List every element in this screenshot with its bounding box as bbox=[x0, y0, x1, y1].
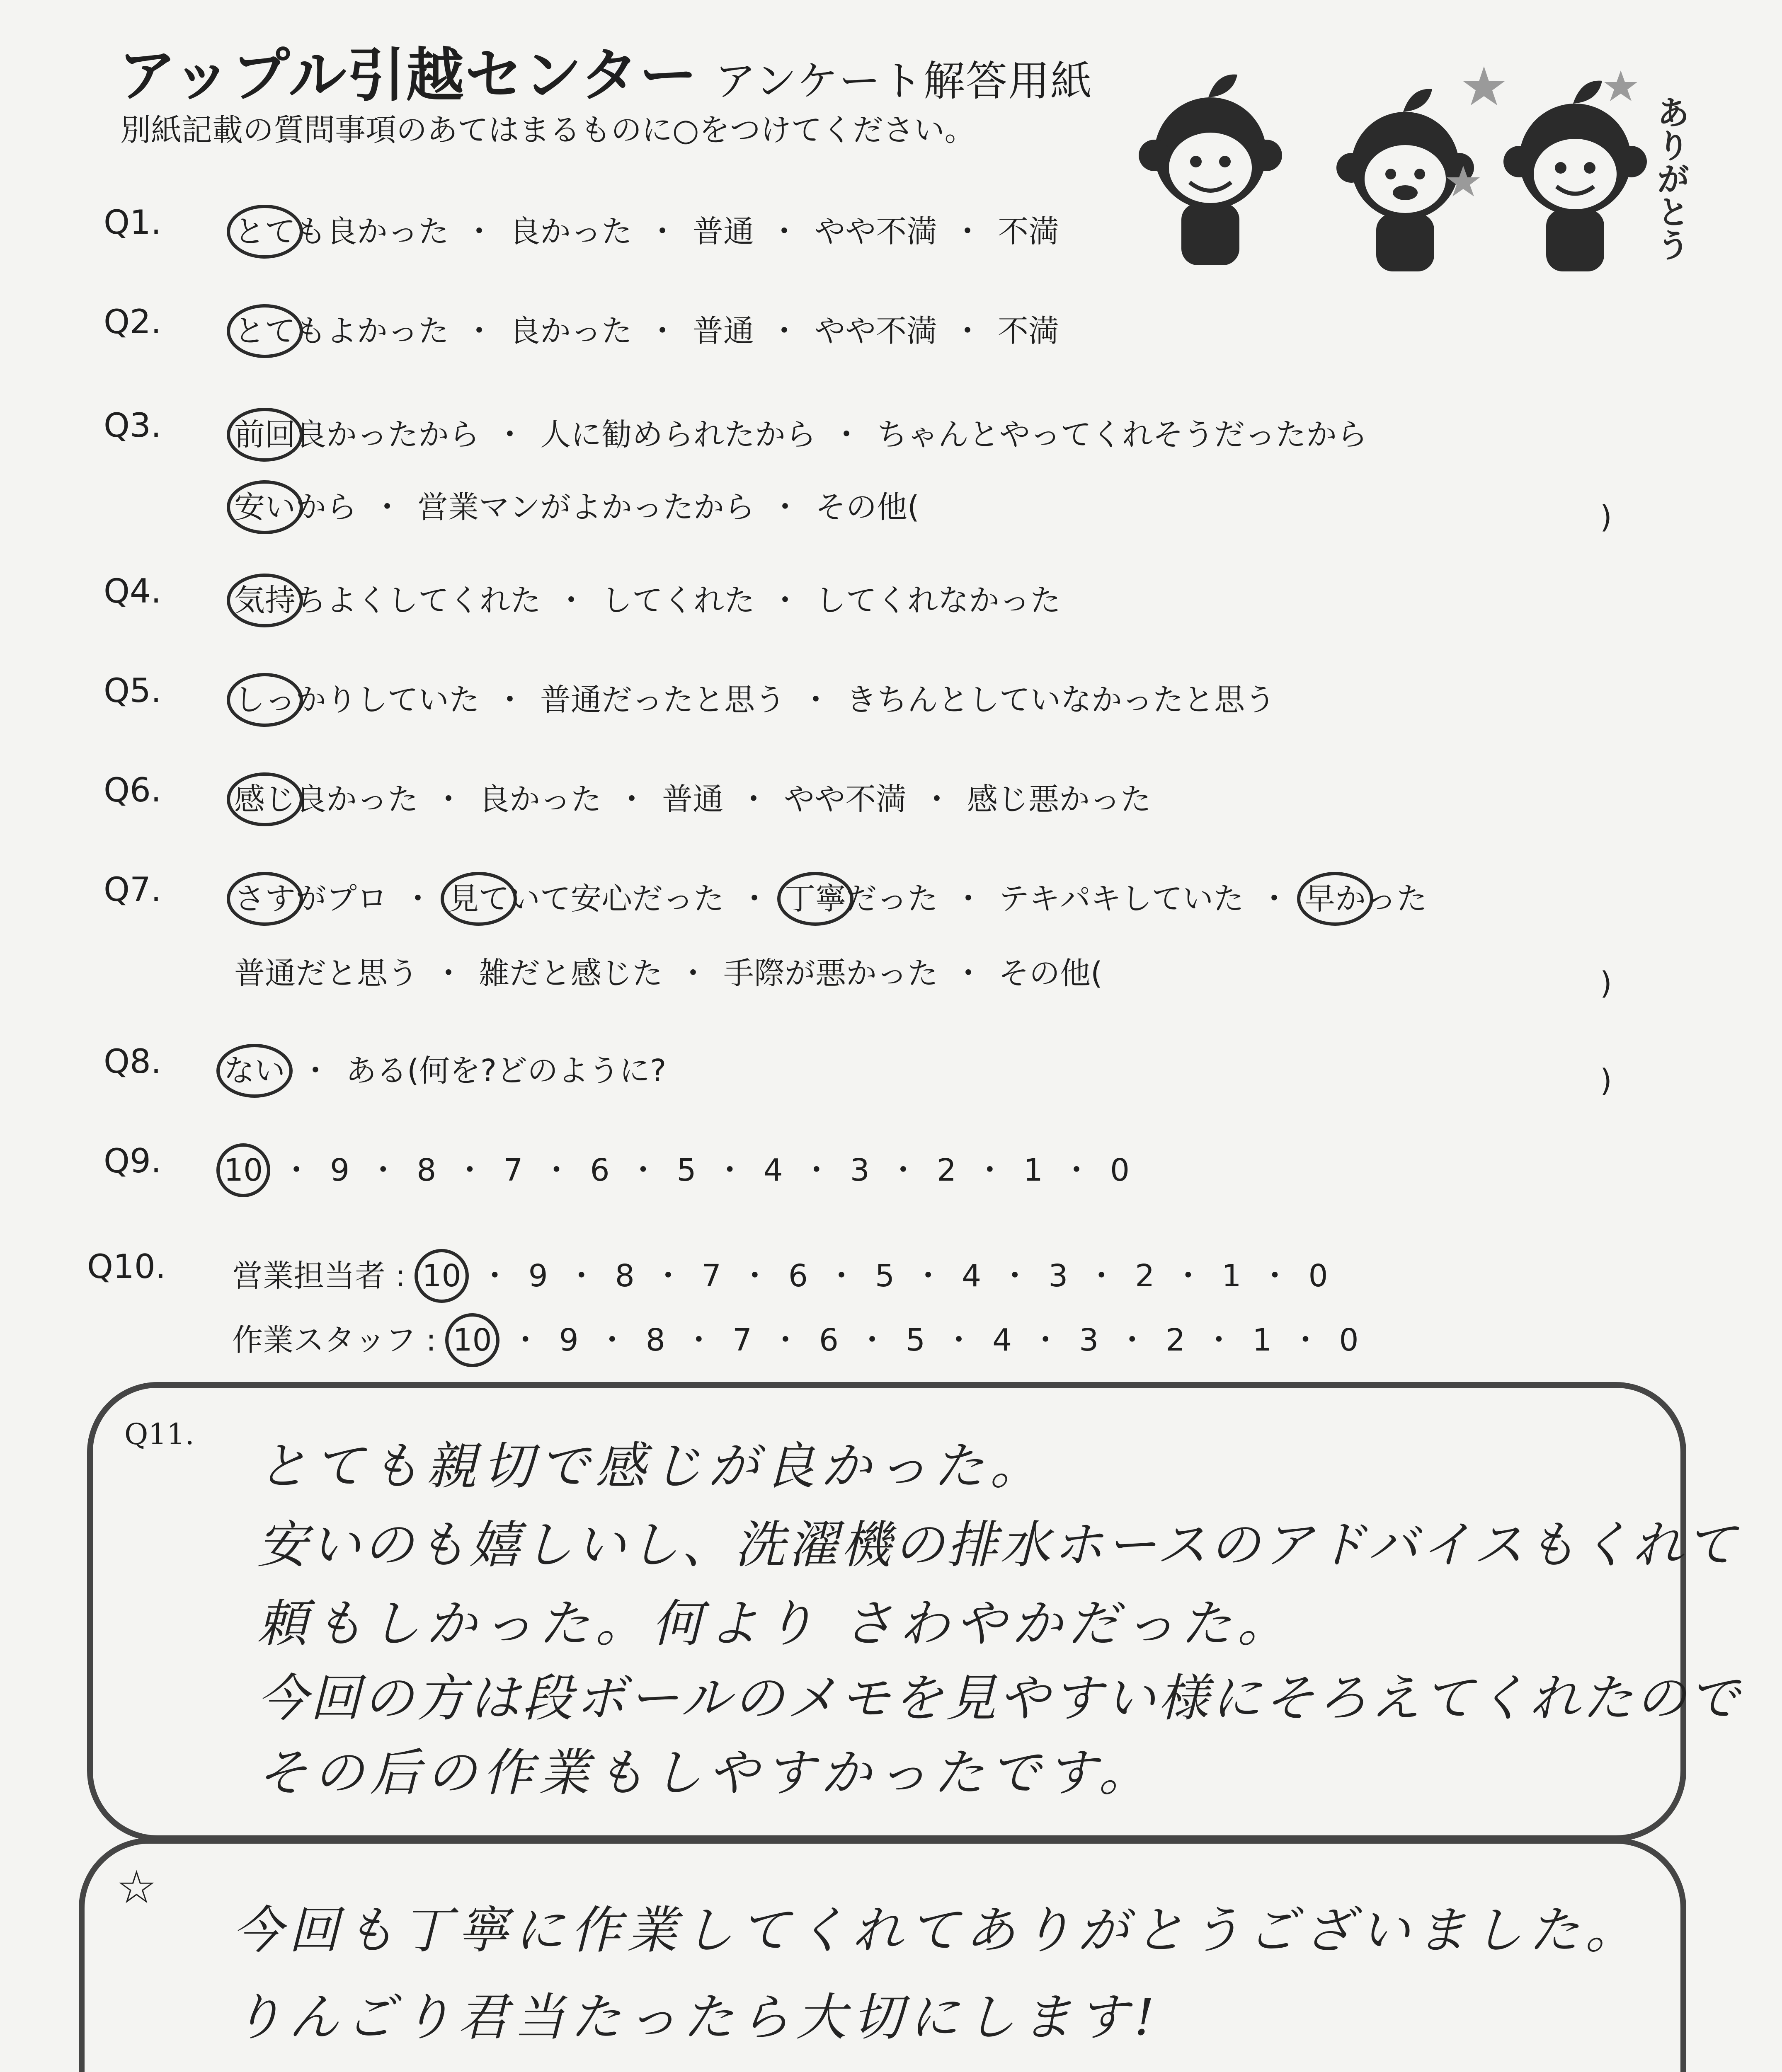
answer-option[interactable]: 2 bbox=[1135, 1258, 1155, 1294]
answer-option[interactable]: 6 bbox=[788, 1258, 808, 1294]
answer-option-selected[interactable] bbox=[422, 1258, 461, 1294]
form-subtitle: アンケート解答用紙 bbox=[715, 57, 1093, 105]
answer-option[interactable]: 感じ悪かった bbox=[967, 782, 1151, 817]
selected-option-circle[interactable]: 感じ bbox=[227, 772, 303, 826]
option-separator: ・ bbox=[921, 782, 952, 817]
option-separator: ・ bbox=[739, 881, 770, 917]
option-separator: ・ bbox=[652, 1258, 684, 1294]
answer-option[interactable]: 普通 bbox=[693, 313, 754, 349]
option-separator: ・ bbox=[510, 1322, 541, 1358]
answer-option[interactable]: 不満 bbox=[998, 313, 1059, 349]
answer-option[interactable]: きちんとしていなかったと思う bbox=[846, 682, 1275, 718]
answer-option-selected[interactable] bbox=[453, 1322, 492, 1358]
option-separator: ・ bbox=[479, 1258, 510, 1294]
option-separator: ・ bbox=[433, 782, 464, 817]
answer-option[interactable]: やや不満 bbox=[815, 313, 937, 349]
selected-option-circle[interactable]: 10 bbox=[415, 1249, 468, 1303]
answer-option[interactable]: 5 bbox=[906, 1322, 926, 1358]
option-separator: ・ bbox=[495, 417, 525, 453]
option-separator: ・ bbox=[300, 1053, 331, 1089]
question-options-row bbox=[234, 949, 1103, 993]
answer-option-selected[interactable]: さすがプロ bbox=[234, 874, 388, 918]
option-separator: ・ bbox=[1259, 881, 1290, 917]
mascot-illustration bbox=[1119, 58, 1720, 290]
option-separator: ・ bbox=[433, 956, 464, 991]
option-separator: ・ bbox=[801, 1152, 832, 1188]
answer-option[interactable]: 3 bbox=[1079, 1322, 1099, 1358]
answer-option[interactable]: ある(何を?どのように? bbox=[346, 1053, 667, 1089]
question-options-row bbox=[234, 207, 1059, 251]
question-label: Q10. bbox=[87, 1247, 166, 1286]
answer-option[interactable]: 普通 bbox=[693, 214, 754, 249]
answer-option-selected[interactable]: 早かった bbox=[1304, 874, 1427, 918]
option-separator: ・ bbox=[372, 489, 402, 525]
answer-option[interactable]: 良かった bbox=[509, 313, 632, 349]
question-options-row bbox=[234, 675, 1275, 719]
answer-option[interactable]: 9 bbox=[559, 1322, 579, 1358]
option-separator: ・ bbox=[596, 1322, 628, 1358]
option-separator: ・ bbox=[739, 1258, 770, 1294]
question-label: Q3. bbox=[104, 406, 162, 445]
question-label: Q8. bbox=[104, 1042, 162, 1081]
option-separator: ・ bbox=[628, 1152, 659, 1188]
answer-option-selected[interactable]: しっかりしていた bbox=[234, 675, 480, 719]
option-separator: ・ bbox=[454, 1152, 485, 1188]
option-separator: ・ bbox=[1173, 1258, 1204, 1294]
selected-option-circle[interactable]: しっ bbox=[227, 673, 303, 727]
answer-option[interactable]: 5 bbox=[676, 1152, 696, 1188]
option-separator: ・ bbox=[1061, 1152, 1092, 1188]
answer-option-selected[interactable]: 感じ良かった bbox=[234, 775, 418, 819]
answer-option[interactable]: 雑だと感じた bbox=[479, 956, 663, 991]
option-separator: ・ bbox=[769, 313, 800, 349]
answer-option[interactable]: その他( bbox=[815, 489, 919, 525]
question-label: Q1. bbox=[104, 203, 162, 242]
answer-option[interactable]: 7 bbox=[732, 1322, 752, 1358]
q11-line: その后の作業もしやすかったです。 bbox=[257, 1743, 1155, 1802]
answer-option[interactable]: 6 bbox=[590, 1152, 610, 1188]
answer-option[interactable]: 4 bbox=[992, 1322, 1012, 1358]
selected-option-circle[interactable]: 10 bbox=[445, 1313, 499, 1367]
option-separator: ・ bbox=[770, 1322, 801, 1358]
answer-option[interactable]: 普通だと思う bbox=[234, 956, 418, 991]
question-options-row bbox=[224, 1046, 666, 1090]
question-options-row bbox=[234, 775, 1151, 819]
answer-option[interactable]: 7 bbox=[701, 1258, 721, 1294]
option-separator: ・ bbox=[943, 1322, 975, 1358]
option-separator: ・ bbox=[887, 1152, 919, 1188]
answer-option[interactable]: 5 bbox=[875, 1258, 895, 1294]
option-separator: ・ bbox=[714, 1152, 745, 1188]
answer-option[interactable]: してくれなかった bbox=[815, 583, 1061, 618]
option-separator: ・ bbox=[402, 881, 433, 917]
question-options-row bbox=[234, 307, 1059, 351]
option-separator: ・ bbox=[647, 214, 678, 249]
answer-option[interactable]: 9 bbox=[330, 1152, 350, 1188]
option-separator: ・ bbox=[913, 1258, 944, 1294]
q11-line: 安いのも嬉しいし、洗濯機の排水ホースのアドバイスもくれて bbox=[257, 1515, 1739, 1574]
answer-option[interactable]: 2 bbox=[936, 1152, 956, 1188]
question-options-row bbox=[234, 483, 919, 527]
answer-option[interactable]: 作業スタッフ : bbox=[232, 1322, 436, 1358]
other-close-paren: ) bbox=[1600, 1063, 1612, 1099]
arigatou-text: ありがとう bbox=[1651, 95, 1690, 261]
answer-option[interactable]: 8 bbox=[645, 1322, 665, 1358]
option-separator: ・ bbox=[281, 1152, 312, 1188]
option-separator: ・ bbox=[1203, 1322, 1234, 1358]
selected-option-circle[interactable]: 丁寧 bbox=[777, 872, 853, 926]
answer-option[interactable]: 0 bbox=[1308, 1258, 1328, 1294]
question-label: Q4. bbox=[104, 572, 162, 610]
star-line: りんごり君当たったら大切にします! bbox=[232, 1988, 1161, 2047]
option-separator: ・ bbox=[556, 583, 587, 618]
answer-option[interactable]: 普通 bbox=[662, 782, 723, 817]
selected-option-circle[interactable]: 見て bbox=[441, 872, 517, 926]
question-options-row bbox=[234, 874, 1427, 918]
option-separator: ・ bbox=[999, 1258, 1030, 1294]
q11-line: 頼もしかった。何より さわやかだった。 bbox=[257, 1594, 1294, 1653]
option-separator: ・ bbox=[678, 956, 708, 991]
answer-option[interactable]: 7 bbox=[503, 1152, 523, 1188]
answer-option[interactable]: 6 bbox=[819, 1322, 839, 1358]
answer-option[interactable]: 不満 bbox=[998, 214, 1059, 249]
option-separator: ・ bbox=[831, 417, 862, 453]
answer-option[interactable]: やや不満 bbox=[815, 214, 937, 249]
answer-option[interactable]: 営業マンがよかったから bbox=[417, 489, 755, 525]
answer-option-selected[interactable] bbox=[224, 1046, 285, 1090]
option-separator: ・ bbox=[495, 682, 525, 718]
option-separator: ・ bbox=[826, 1258, 857, 1294]
selected-option-circle[interactable]: 早か bbox=[1297, 872, 1373, 926]
selected-option-circle[interactable]: とて bbox=[227, 304, 303, 358]
question-options-row bbox=[232, 1251, 1328, 1295]
question-options-row bbox=[224, 1146, 1130, 1190]
option-separator: ・ bbox=[769, 214, 800, 249]
answer-option[interactable]: 9 bbox=[528, 1258, 548, 1294]
answer-option[interactable]: やや不満 bbox=[784, 782, 907, 817]
answer-option-selected[interactable]: 気持ちよくしてくれた bbox=[234, 576, 541, 620]
instruction-text: 別紙記載の質問事項のあてはまるものに○をつけてください。 bbox=[120, 112, 975, 148]
option-separator: ・ bbox=[1117, 1322, 1148, 1358]
answer-option[interactable]: テキパキしていた bbox=[999, 881, 1244, 917]
question-label: Q6. bbox=[104, 771, 162, 809]
q11-label: Q11. bbox=[124, 1417, 194, 1451]
option-separator: ・ bbox=[770, 583, 800, 618]
answer-option[interactable]: 営業担当者 : bbox=[232, 1258, 406, 1294]
option-separator: ・ bbox=[1030, 1322, 1061, 1358]
other-close-paren: ) bbox=[1600, 966, 1612, 1001]
question-options-row bbox=[234, 576, 1061, 620]
option-separator: ・ bbox=[974, 1152, 1005, 1188]
answer-option-selected[interactable]: 安いから bbox=[234, 483, 357, 527]
option-separator: ・ bbox=[683, 1322, 714, 1358]
answer-option[interactable]: 8 bbox=[417, 1152, 436, 1188]
answer-option[interactable]: 3 bbox=[850, 1152, 870, 1188]
selected-option-circle[interactable]: さす bbox=[227, 872, 303, 926]
answer-option-selected[interactable]: とてもよかった bbox=[234, 307, 449, 351]
answer-option-selected[interactable]: 見ていて安心だった bbox=[448, 874, 724, 918]
answer-option[interactable]: 普通だったと思う bbox=[540, 682, 786, 718]
answer-option[interactable]: 0 bbox=[1339, 1322, 1359, 1358]
option-separator: ・ bbox=[1290, 1322, 1321, 1358]
answer-option-selected[interactable]: とても良かった bbox=[234, 207, 449, 251]
star-icon: ☆ bbox=[116, 1861, 157, 1914]
answer-option[interactable]: してくれた bbox=[601, 583, 755, 618]
answer-option[interactable]: 人に勧められたから bbox=[540, 417, 816, 453]
option-separator: ・ bbox=[953, 956, 984, 991]
option-separator: ・ bbox=[770, 489, 800, 525]
option-separator: ・ bbox=[541, 1152, 572, 1188]
option-separator: ・ bbox=[464, 313, 495, 349]
option-separator: ・ bbox=[647, 313, 678, 349]
answer-option[interactable]: 良かった bbox=[509, 214, 632, 249]
q11-line: とても親切で感じが良かった。 bbox=[257, 1437, 1046, 1496]
company-name: アップル引越センター bbox=[118, 42, 698, 109]
option-separator: ・ bbox=[1086, 1258, 1117, 1294]
selected-option-circle[interactable]: 安い bbox=[227, 480, 303, 534]
answer-option-selected[interactable]: 丁寧だった bbox=[785, 874, 938, 918]
answer-option[interactable]: 4 bbox=[763, 1152, 783, 1188]
option-separator: ・ bbox=[464, 214, 495, 249]
selected-option-circle[interactable]: 気持 bbox=[227, 574, 303, 627]
answer-option[interactable]: 0 bbox=[1110, 1152, 1130, 1188]
option-separator: ・ bbox=[800, 682, 831, 718]
form-title bbox=[118, 29, 1093, 112]
option-separator: ・ bbox=[953, 881, 984, 917]
answer-option[interactable]: 8 bbox=[615, 1258, 635, 1294]
option-separator: ・ bbox=[952, 214, 983, 249]
question-label: Q2. bbox=[104, 303, 162, 341]
answer-option-selected[interactable]: 前回良かったから bbox=[234, 410, 480, 454]
selected-option-circle[interactable]: ない bbox=[216, 1044, 293, 1098]
option-separator: ・ bbox=[368, 1152, 399, 1188]
answer-option[interactable]: 4 bbox=[962, 1258, 982, 1294]
option-separator: ・ bbox=[566, 1258, 597, 1294]
other-close-paren: ) bbox=[1600, 499, 1612, 535]
option-separator: ・ bbox=[616, 782, 647, 817]
option-separator: ・ bbox=[857, 1322, 888, 1358]
option-separator: ・ bbox=[1259, 1258, 1290, 1294]
selected-option-circle[interactable]: 前回 bbox=[227, 408, 303, 462]
answer-option[interactable]: 1 bbox=[1252, 1322, 1272, 1358]
answer-option[interactable]: ちゃんとやってくれそうだったから bbox=[877, 417, 1367, 453]
answer-option[interactable]: 良かった bbox=[479, 782, 601, 817]
question-options-row bbox=[234, 410, 1367, 454]
selected-option-circle[interactable]: 10 bbox=[216, 1143, 270, 1197]
answer-option[interactable]: 2 bbox=[1166, 1322, 1186, 1358]
answer-option[interactable]: 1 bbox=[1023, 1152, 1043, 1188]
question-label: Q7. bbox=[104, 870, 162, 909]
answer-option[interactable]: 1 bbox=[1222, 1258, 1241, 1294]
option-separator: ・ bbox=[952, 313, 983, 349]
option-separator: ・ bbox=[738, 782, 769, 817]
question-label: Q9. bbox=[104, 1142, 162, 1180]
selected-option-circle[interactable]: とて bbox=[227, 205, 303, 259]
q11-line: 今回の方は段ボールのメモを見やすい様にそろえてくれたので bbox=[257, 1669, 1742, 1728]
answer-option[interactable]: 3 bbox=[1048, 1258, 1068, 1294]
star-line: 今回も丁寧に作業してくれてありがとうございました。 bbox=[232, 1901, 1641, 1960]
answer-option[interactable]: 手際が悪かった bbox=[723, 956, 938, 991]
answer-option-selected[interactable] bbox=[224, 1152, 263, 1188]
question-label: Q5. bbox=[104, 671, 162, 710]
answer-option[interactable]: その他( bbox=[999, 956, 1103, 991]
question-options-row bbox=[232, 1316, 1359, 1360]
